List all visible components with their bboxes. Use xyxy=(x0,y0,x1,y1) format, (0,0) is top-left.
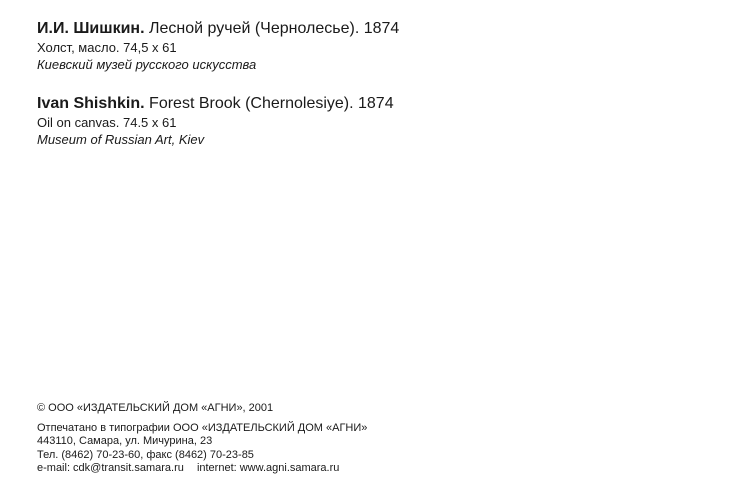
printed-by-line: Отпечатано в типографии ООО «ИЗДАТЕЛЬСКИЙ ДОМ «АГНИ» xyxy=(37,421,368,434)
caption-english xyxy=(37,94,394,148)
email-text: e-mail: cdk@transit.samara.ru xyxy=(37,462,184,474)
museum-ru: Киевский музей русского искусства xyxy=(37,57,257,72)
publisher-imprint xyxy=(37,402,367,476)
artwork-title-ru: Лесной ручей (Чернолесье). 1874 xyxy=(149,20,400,37)
copyright-line: © ООО «ИЗДАТЕЛЬСКИЙ ДОМ «АГНИ», 2001 xyxy=(37,402,274,414)
title-line-ru xyxy=(37,19,399,39)
phone-line: Тел. (8462) 70-23-60, факс (8462) 70-23-85 xyxy=(37,448,254,461)
author-ru: И.И. Шишкин. xyxy=(37,20,145,37)
author-en: Ivan Shishkin. xyxy=(37,95,145,112)
medium-ru: Холст, масло. 74,5 x 61 xyxy=(37,40,177,55)
website-text: internet: www.agni.samara.ru xyxy=(196,462,340,474)
artwork-title-en: Forest Brook (Chernolesiye). 1874 xyxy=(149,95,394,112)
title-line-en xyxy=(37,94,394,114)
caption-russian xyxy=(37,19,399,73)
contact-line xyxy=(37,462,367,476)
medium-en: Oil on canvas. 74.5 x 61 xyxy=(37,115,177,130)
museum-en: Museum of Russian Art, Kiev xyxy=(37,132,205,147)
address-line: 443110, Самара, ул. Мичурина, 23 xyxy=(37,435,213,447)
